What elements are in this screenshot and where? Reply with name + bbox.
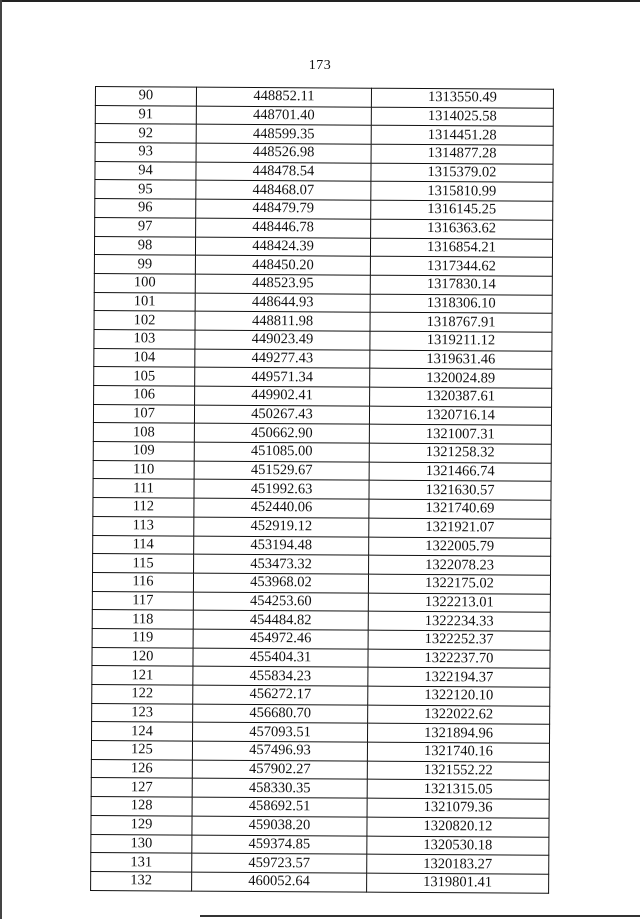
- point-number-cell: 106: [94, 385, 195, 404]
- x-coordinate-cell: 448523.95: [195, 274, 370, 294]
- x-coordinate-cell: 449902.41: [195, 386, 370, 406]
- point-number-cell: 123: [92, 703, 193, 722]
- y-coordinate-cell: 1316363.62: [371, 219, 553, 239]
- point-number-cell: 113: [93, 516, 194, 535]
- point-number-cell: 129: [91, 815, 192, 834]
- x-coordinate-cell: 453473.32: [194, 554, 369, 574]
- y-coordinate-cell: 1321630.57: [369, 481, 551, 501]
- y-coordinate-cell: 1322005.79: [369, 537, 551, 557]
- point-number-cell: 97: [95, 217, 196, 236]
- point-number-cell: 93: [95, 143, 196, 162]
- y-coordinate-cell: 1322078.23: [369, 555, 551, 575]
- point-number-cell: 126: [91, 759, 192, 778]
- y-coordinate-cell: 1320530.18: [367, 836, 549, 856]
- x-coordinate-cell: 450267.43: [194, 405, 369, 425]
- y-coordinate-cell: 1316145.25: [371, 200, 553, 220]
- y-coordinate-cell: 1322175.02: [368, 574, 550, 594]
- point-number-cell: 125: [91, 741, 192, 760]
- y-coordinate-cell: 1314877.28: [371, 144, 553, 164]
- point-number-cell: 131: [91, 853, 192, 872]
- x-coordinate-cell: 453194.48: [194, 536, 369, 556]
- y-coordinate-cell: 1321007.31: [369, 425, 551, 445]
- y-coordinate-cell: 1316854.21: [370, 238, 552, 258]
- x-coordinate-cell: 453968.02: [193, 573, 368, 593]
- x-coordinate-cell: 454972.46: [193, 629, 368, 649]
- y-coordinate-cell: 1318306.10: [370, 294, 552, 314]
- point-number-cell: 112: [93, 498, 194, 517]
- y-coordinate-cell: 1319631.46: [370, 350, 552, 370]
- x-coordinate-cell: 452919.12: [194, 517, 369, 537]
- y-coordinate-cell: 1322213.01: [368, 593, 550, 613]
- y-coordinate-cell: 1313550.49: [371, 88, 553, 108]
- point-number-cell: 91: [95, 105, 196, 124]
- point-number-cell: 95: [95, 180, 196, 199]
- y-coordinate-cell: 1317344.62: [370, 256, 552, 276]
- point-number-cell: 117: [92, 591, 193, 610]
- coordinate-table: [90, 86, 554, 893]
- y-coordinate-cell: 1322194.37: [368, 667, 550, 687]
- point-number-cell: 127: [91, 778, 192, 797]
- y-coordinate-cell: 1319211.12: [370, 331, 552, 351]
- y-coordinate-cell: 1322120.10: [368, 686, 550, 706]
- point-number-cell: 110: [93, 460, 194, 479]
- y-coordinate-cell: 1314451.28: [371, 126, 553, 146]
- x-coordinate-cell: 458330.35: [192, 779, 367, 799]
- x-coordinate-cell: 457093.51: [192, 722, 367, 742]
- y-coordinate-cell: 1321315.05: [367, 780, 549, 800]
- x-coordinate-cell: 449277.43: [195, 349, 370, 369]
- point-number-cell: 100: [94, 273, 195, 292]
- scan-edge-left: [0, 0, 2, 919]
- point-number-cell: 116: [92, 572, 193, 591]
- y-coordinate-cell: 1320387.61: [370, 387, 552, 407]
- y-coordinate-cell: 1321740.16: [367, 742, 549, 762]
- x-coordinate-cell: 455404.31: [193, 648, 368, 668]
- point-number-cell: 109: [93, 442, 194, 461]
- point-number-cell: 94: [95, 161, 196, 180]
- y-coordinate-cell: 1322022.62: [368, 705, 550, 725]
- x-coordinate-cell: 454484.82: [193, 610, 368, 630]
- x-coordinate-cell: 457496.93: [192, 741, 367, 761]
- point-number-cell: 98: [94, 236, 195, 255]
- point-number-cell: 102: [94, 311, 195, 330]
- x-coordinate-cell: 449571.34: [195, 367, 370, 387]
- x-coordinate-cell: 448468.07: [196, 181, 371, 201]
- point-number-cell: 118: [92, 610, 193, 629]
- x-coordinate-cell: 448852.11: [196, 87, 371, 107]
- y-coordinate-cell: 1315810.99: [371, 182, 553, 202]
- point-number-cell: 99: [94, 255, 195, 274]
- y-coordinate-cell: 1321921.07: [369, 518, 551, 538]
- x-coordinate-cell: 458692.51: [192, 797, 367, 817]
- point-number-cell: 105: [94, 367, 195, 386]
- y-coordinate-cell: 1314025.58: [371, 107, 553, 127]
- x-coordinate-cell: 448446.78: [196, 218, 371, 238]
- x-coordinate-cell: 457902.27: [192, 760, 367, 780]
- point-number-cell: 111: [93, 479, 194, 498]
- point-number-cell: 90: [95, 87, 196, 106]
- point-number-cell: 115: [93, 554, 194, 573]
- point-number-cell: 103: [94, 329, 195, 348]
- y-coordinate-cell: 1317830.14: [370, 275, 552, 295]
- y-coordinate-cell: 1318767.91: [370, 312, 552, 332]
- page-number: 173: [308, 58, 332, 73]
- x-coordinate-cell: 448811.98: [195, 311, 370, 331]
- point-number-cell: 108: [93, 423, 194, 442]
- x-coordinate-cell: 451085.00: [194, 442, 369, 462]
- y-coordinate-cell: 1320716.14: [369, 406, 551, 426]
- point-number-cell: 132: [91, 871, 192, 890]
- x-coordinate-cell: 454253.60: [193, 592, 368, 612]
- y-coordinate-cell: 1321466.74: [369, 462, 551, 482]
- x-coordinate-cell: 452440.06: [194, 498, 369, 518]
- y-coordinate-cell: 1319801.41: [367, 873, 549, 893]
- point-number-cell: 114: [93, 535, 194, 554]
- x-coordinate-cell: 451992.63: [194, 480, 369, 500]
- x-coordinate-cell: 448599.35: [196, 124, 371, 144]
- point-number-cell: 122: [92, 684, 193, 703]
- scan-edge-top: [0, 0, 640, 2]
- x-coordinate-cell: 459374.85: [192, 835, 367, 855]
- point-number-cell: 107: [93, 404, 194, 423]
- x-coordinate-cell: 456272.17: [193, 685, 368, 705]
- y-coordinate-cell: 1315379.02: [371, 163, 553, 183]
- point-number-cell: 120: [92, 647, 193, 666]
- x-coordinate-cell: 448526.98: [196, 143, 371, 163]
- y-coordinate-cell: 1320024.89: [370, 368, 552, 388]
- x-coordinate-cell: 459723.57: [192, 853, 367, 873]
- point-number-cell: 121: [92, 666, 193, 685]
- y-coordinate-cell: 1321258.32: [369, 443, 551, 463]
- y-coordinate-cell: 1321740.69: [369, 499, 551, 519]
- y-coordinate-cell: 1322234.33: [368, 611, 550, 631]
- point-number-cell: 92: [95, 124, 196, 143]
- point-number-cell: 128: [91, 797, 192, 816]
- x-coordinate-cell: 448450.20: [195, 255, 370, 275]
- y-coordinate-cell: 1322252.37: [368, 630, 550, 650]
- x-coordinate-cell: 448701.40: [196, 106, 371, 126]
- point-number-cell: 130: [91, 834, 192, 853]
- x-coordinate-cell: 448479.79: [196, 199, 371, 219]
- y-coordinate-cell: 1321552.22: [367, 761, 549, 781]
- y-coordinate-cell: 1320820.12: [367, 817, 549, 837]
- x-coordinate-cell: 459038.20: [192, 816, 367, 836]
- y-coordinate-cell: 1322237.70: [368, 649, 550, 669]
- y-coordinate-cell: 1321079.36: [367, 798, 549, 818]
- x-coordinate-cell: 450662.90: [194, 423, 369, 443]
- x-coordinate-cell: 448424.39: [195, 237, 370, 257]
- point-number-cell: 96: [95, 199, 196, 218]
- x-coordinate-cell: 449023.49: [195, 330, 370, 350]
- coordinate-table-body: [91, 87, 554, 893]
- x-coordinate-cell: 448478.54: [196, 162, 371, 182]
- scan-edge-bottom: [200, 915, 640, 917]
- point-number-cell: 104: [94, 348, 195, 367]
- x-coordinate-cell: 456680.70: [193, 704, 368, 724]
- point-number-cell: 101: [94, 292, 195, 311]
- point-number-cell: 124: [92, 722, 193, 741]
- table-row: [91, 871, 549, 892]
- y-coordinate-cell: 1321894.96: [367, 724, 549, 744]
- x-coordinate-cell: 448644.93: [195, 293, 370, 313]
- x-coordinate-cell: 455834.23: [193, 666, 368, 686]
- point-number-cell: 119: [92, 628, 193, 647]
- x-coordinate-cell: 460052.64: [192, 872, 367, 892]
- x-coordinate-cell: 451529.67: [194, 461, 369, 481]
- y-coordinate-cell: 1320183.27: [367, 854, 549, 874]
